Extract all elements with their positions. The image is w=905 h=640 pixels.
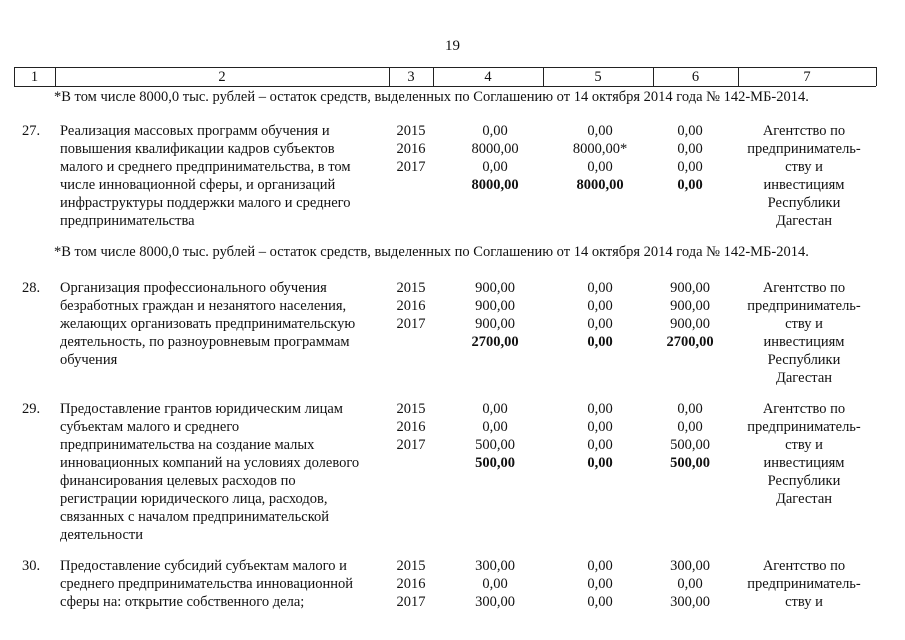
row-description-line: Предоставление грантов юридическим лицам [60,401,343,417]
col6-total: 500,00 [670,455,710,471]
executor-line: Агентство по [762,401,846,417]
row-description-line: числе инновационной сферы, и организаций [60,177,336,193]
year-cell: 2015 [396,558,426,574]
row-description-line: безработных граждан и незанятого населения, [60,298,347,314]
col6-value: 0,00 [677,576,703,592]
row-number: 29. [22,401,41,417]
header-col-7: 7 [803,69,811,85]
col5-value: 0,00 [587,123,613,139]
row-description-line: повышения квалификации кадров субъектов [60,141,335,157]
col4-value: 900,00 [475,298,515,314]
executor-line: Республики [767,473,841,489]
col4-value: 900,00 [475,280,515,296]
header-col-5: 5 [594,69,602,85]
executor-line: ству и [785,437,823,453]
row-description-line: желающих организовать предпринимательскую [60,316,356,332]
row-number: 30. [22,558,41,574]
executor-line: предприниматель- [747,576,861,592]
col4-value: 0,00 [482,401,508,417]
year-cell: 2016 [396,576,426,592]
header-col-2: 2 [218,69,226,85]
col5-total: 8000,00 [576,177,624,193]
row-description-line: обучения [60,352,118,368]
row-description-line: предпринимательства на создание малых [60,437,315,453]
row-description-line: связанных с началом предпринимательской [60,509,330,525]
year-cell: 2017 [396,316,426,332]
year-cell: 2017 [396,437,426,453]
col4-total: 2700,00 [471,334,519,350]
col6-total: 2700,00 [666,334,714,350]
row-description-line: предпринимательства [60,213,195,229]
row-description-line: деятельности [60,527,144,543]
col6-value: 0,00 [677,123,703,139]
executor-line: предприниматель- [747,141,861,157]
col4-value: 900,00 [475,316,515,332]
col5-value: 0,00 [587,159,613,175]
executor-line: предприниматель- [747,419,861,435]
col6-value: 300,00 [670,558,710,574]
row-number: 28. [22,280,41,296]
col4-value: 0,00 [482,159,508,175]
header-col-1: 1 [30,69,39,85]
year-cell: 2015 [396,123,426,139]
col6-value: 900,00 [670,280,710,296]
executor-line: Агентство по [762,280,846,296]
row-description-line: регистрации юридического лица, расходов, [60,491,328,507]
year-cell: 2016 [396,298,426,314]
col4-value: 0,00 [482,419,508,435]
col4-value: 500,00 [475,437,515,453]
executor-line: ству и [785,594,823,610]
row-description-line: Предоставление субсидий субъектам малого и [60,558,347,574]
col6-value: 500,00 [670,437,710,453]
executor-line: Агентство по [762,123,846,139]
header-separator [876,67,877,86]
row-description-line: Организация профессионального обучения [60,280,327,296]
col5-value: 0,00 [587,419,613,435]
row-number: 27. [22,123,41,139]
col6-total: 0,00 [677,177,703,193]
executor-line: ству и [785,316,823,332]
col5-value: 0,00 [587,576,613,592]
row-description-line: малого и среднего предпринимательства, в том [60,159,351,175]
col5-value: 0,00 [587,558,613,574]
col5-value: 0,00 [587,316,613,332]
executor-line: инвестициям [763,455,845,471]
col6-value: 0,00 [677,159,703,175]
executor-line: предприниматель- [747,298,861,314]
executor-line: Агентство по [762,558,846,574]
col6-value: 0,00 [677,141,703,157]
col5-value: 0,00 [587,594,613,610]
footnote: *В том числе 8000,0 тыс. рублей – остаток средств, выделенных по Соглашению от 14 октября 2014 года № 142-МБ-2014. [54,89,809,105]
col6-value: 0,00 [677,401,703,417]
header-col-6: 6 [691,69,700,85]
year-cell: 2015 [396,401,426,417]
col6-value: 0,00 [677,419,703,435]
page-number: 19 [445,38,460,54]
col5-total: 0,00 [587,334,613,350]
col6-value: 900,00 [670,298,710,314]
col5-total: 0,00 [587,455,613,471]
col4-value: 300,00 [475,594,515,610]
row-description-line: финансирования целевых расходов по [60,473,296,489]
executor-line: инвестициям [763,334,845,350]
row-description-line: субъектам малого и среднего [60,419,240,435]
year-cell: 2015 [396,280,426,296]
header-col-3: 3 [407,69,415,85]
row-description-line: инфраструктуры поддержки малого и среднего [60,195,351,211]
row-description-line: инновационных компаний на условиях долевого [60,455,360,471]
year-cell: 2017 [396,159,426,175]
header-col-4: 4 [484,69,492,85]
row-description-line: сферы на: открытие собственного дела; [60,594,305,610]
executor-line: Дагестан [775,491,833,507]
col4-total: 500,00 [475,455,515,471]
executor-line: инвестициям [763,177,845,193]
col5-value: 0,00 [587,437,613,453]
executor-line: Дагестан [775,370,833,386]
year-cell: 2017 [396,594,426,610]
col5-value: 8000,00* [572,141,628,157]
row-description-line: деятельность, по разноуровневым программам [60,334,350,350]
col5-value: 0,00 [587,298,613,314]
col4-value: 0,00 [482,123,508,139]
executor-line: Дагестан [775,213,833,229]
col4-value: 8000,00 [471,141,519,157]
col4-value: 300,00 [475,558,515,574]
year-cell: 2016 [396,141,426,157]
executor-line: Республики [767,195,841,211]
col5-value: 0,00 [587,280,613,296]
row-description-line: среднего предпринимательства инновационной [60,576,354,592]
executor-line: ству и [785,159,823,175]
col5-value: 0,00 [587,401,613,417]
header-bottom-rule [14,86,876,87]
col6-value: 300,00 [670,594,710,610]
executor-line: Республики [767,352,841,368]
col4-value: 0,00 [482,576,508,592]
col6-value: 900,00 [670,316,710,332]
footnote: *В том числе 8000,0 тыс. рублей – остаток средств, выделенных по Соглашению от 14 октября 2014 года № 142-МБ-2014. [54,244,809,260]
col4-total: 8000,00 [471,177,519,193]
row-description-line: Реализация массовых программ обучения и [60,123,330,139]
year-cell: 2016 [396,419,426,435]
